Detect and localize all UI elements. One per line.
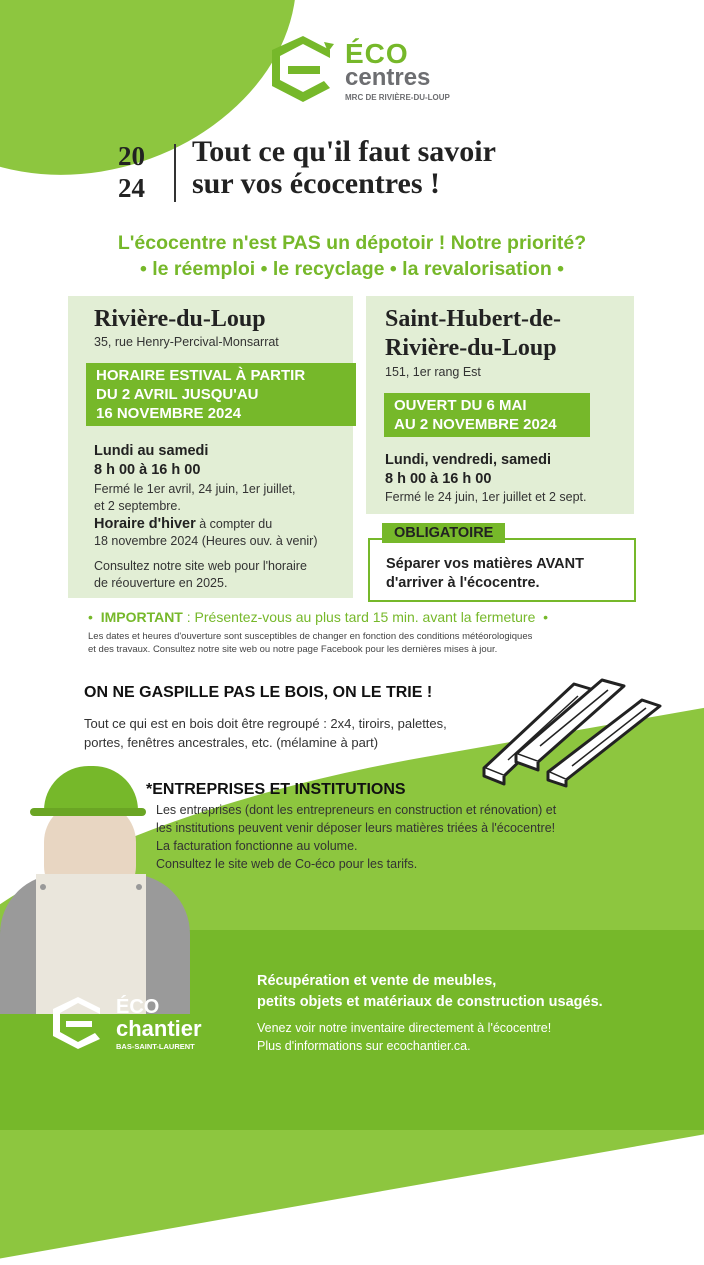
worker-illustration <box>0 762 200 1012</box>
rdl-days: Lundi au samedi <box>94 443 209 459</box>
rdl-winter-line-2: 18 novembre 2024 (Heures ouv. à venir) <box>94 534 318 548</box>
bois-line-1: Tout ce qui est en bois doit être regroupé : 2x4, tiroirs, palettes, <box>84 716 447 731</box>
disclaimer-line-2: et des travaux. Consultez notre site web ou notre page Facebook pour les dernières mises à jour. <box>88 644 498 655</box>
divider <box>174 144 176 202</box>
overall-button-left <box>40 884 46 890</box>
ecochantier-logo <box>50 992 230 1052</box>
rdl-closed-line-1: Fermé le 1er avril, 24 juin, 1er juillet, <box>94 482 296 496</box>
footer-bold-2: petits objets et matériaux de construction usagés. <box>257 994 603 1010</box>
priority-line-1: L'écocentre n'est PAS un dépotoir ! Notre priorité? <box>117 232 587 254</box>
title-line-2: sur vos écocentres ! <box>192 167 440 200</box>
rdl-website-line-2: de réouverture en 2025. <box>94 576 228 590</box>
page-title <box>192 136 496 200</box>
sh-tag-line-2: AU 2 NOVEMBRE 2024 <box>394 416 557 433</box>
hard-hat-brim <box>30 808 146 816</box>
rdl-winter-label: Horaire d'hiver <box>94 516 196 532</box>
chantier-region-text: BAS-SAINT-LAURENT <box>116 1042 195 1051</box>
rdl-website-note <box>94 558 307 592</box>
overall-button-right <box>136 884 142 890</box>
rdl-tag-line-3: 16 NOVEMBRE 2024 <box>96 405 242 422</box>
logo-centres-text: centres <box>345 64 431 91</box>
sh-tag-line-1: OUVERT DU 6 MAI <box>394 397 527 414</box>
entreprises-title: *ENTREPRISES ET INSTITUTIONS <box>146 781 406 798</box>
footer-bold-1: Récupération et vente de meubles, <box>257 973 497 989</box>
important-label: IMPORTANT <box>100 609 183 625</box>
year <box>118 140 145 204</box>
bois-title: ON NE GASPILLE PAS LE BOIS, ON LE TRIE ! <box>84 684 433 701</box>
rdl-website-line-1: Consultez notre site web pour l'horaire <box>94 559 307 573</box>
logo-mrc-text: MRC DE RIVIÈRE-DU-LOUP <box>345 93 450 102</box>
recycle-e-icon <box>268 32 338 104</box>
rdl-hours: 8 h 00 à 16 h 00 <box>94 462 201 478</box>
disclaimer-line-1: Les dates et heures d'ouverture sont susceptibles de changer en fonction des conditions météorologiques <box>88 631 533 642</box>
recycle-e-icon-white <box>50 994 106 1050</box>
sh-title <box>385 305 561 363</box>
entreprises-text <box>156 801 556 873</box>
rdl-address: 35, rue Henry-Percival-Monsarrat <box>94 335 279 349</box>
year-bottom: 24 <box>118 173 145 203</box>
rdl-closed <box>94 481 295 515</box>
obligatoire-line-2: d'arriver à l'écocentre. <box>386 575 540 591</box>
sh-title-line-1: Saint-Hubert-de- <box>385 306 561 332</box>
obligatoire-line-1: Séparer vos matières AVANT <box>386 556 584 572</box>
ecocentres-logo <box>268 30 478 110</box>
sh-address: 151, 1er rang Est <box>385 365 481 379</box>
sh-season-tag <box>384 393 590 437</box>
rdl-title: Rivière-du-Loup <box>94 306 266 332</box>
rdl-closed-line-2: et 2 septembre. <box>94 499 181 513</box>
chantier-text: chantier <box>116 1016 202 1041</box>
entreprises-line-4: Consultez le site web de Co-éco pour les tarifs. <box>156 857 418 871</box>
important-text: : Présentez-vous au plus tard 15 min. avant la fermeture <box>182 609 536 625</box>
wood-planks-icon <box>478 676 666 788</box>
rdl-tag-line-1: HORAIRE ESTIVAL À PARTIR <box>96 367 306 384</box>
chantier-eco-text: ÉCO <box>116 996 160 1018</box>
footer-line-2: Plus d'informations sur ecochantier.ca. <box>257 1039 471 1053</box>
entreprises-line-2: les institutions peuvent venir déposer leurs matières triées à l'écocentre! <box>156 821 556 835</box>
sh-days: Lundi, vendredi, samedi <box>385 452 551 468</box>
entreprises-line-3: La facturation fonctionne au volume. <box>156 839 358 853</box>
bois-line-2: portes, fenêtres ancestrales, etc. (mélamine à part) <box>84 735 379 750</box>
bois-text <box>84 714 447 752</box>
sh-title-line-2: Rivière-du-Loup <box>385 335 557 361</box>
title-line-1: Tout ce qu'il faut savoir <box>192 135 496 168</box>
footer-line-1: Venez voir notre inventaire directement à l'écocentre! <box>257 1021 552 1035</box>
priority-line-2: • le réemploi • le recyclage • la revalorisation • <box>139 258 564 280</box>
important-notice: • IMPORTANT : Présentez-vous au plus tard 15 min. avant la fermeture • <box>88 609 549 625</box>
footer-text <box>257 971 603 1055</box>
rdl-season-tag <box>86 363 356 426</box>
sh-hours: 8 h 00 à 16 h 00 <box>385 471 492 487</box>
obligatoire-tag: OBLIGATOIRE <box>382 523 505 543</box>
rdl-winter-rest: à compter du <box>195 517 273 531</box>
logo-eco-text: ÉCO <box>345 38 409 69</box>
rdl-tag-line-2: DU 2 AVRIL JUSQU'AU <box>96 386 259 403</box>
rdl-winter <box>94 516 318 550</box>
disclaimer <box>88 630 532 656</box>
year-top: 20 <box>118 141 145 171</box>
sh-closed: Fermé le 24 juin, 1er juillet et 2 sept. <box>385 490 587 504</box>
entreprises-line-1: Les entreprises (dont les entrepreneurs en construction et rénovation) et <box>156 803 557 817</box>
